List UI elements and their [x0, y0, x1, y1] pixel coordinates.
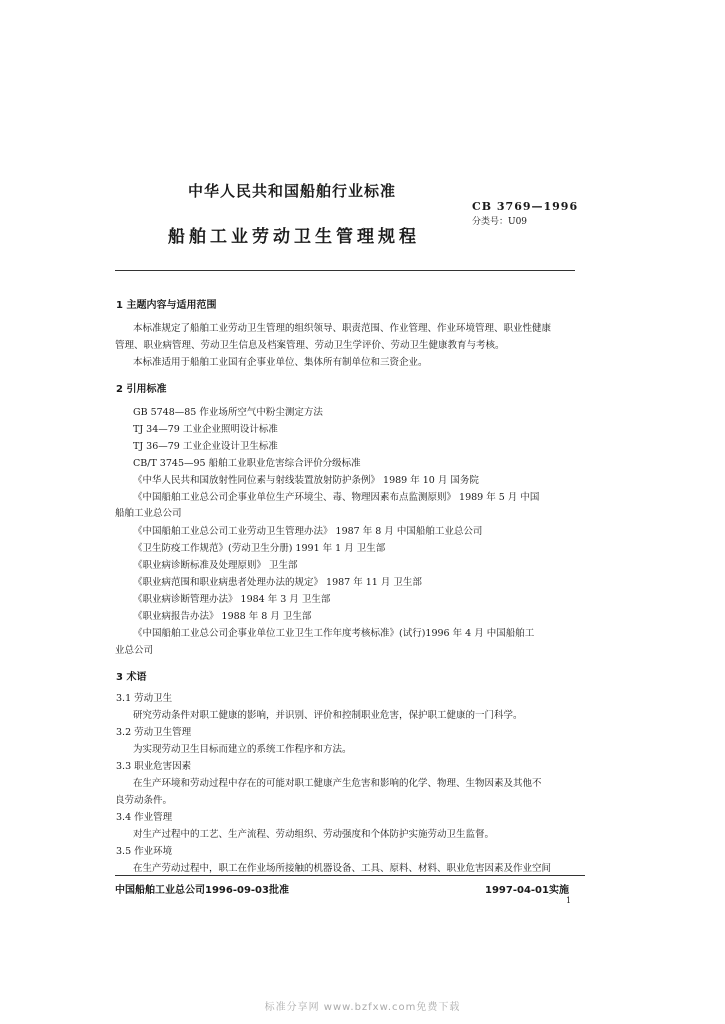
classification-number: 分类号：U09: [472, 217, 528, 227]
term-heading: 3.2 劳动卫生管理: [116, 727, 192, 738]
term-heading: 3.4 作业管理: [116, 812, 173, 823]
reference-item: 《中华人民共和国放射性同位素与射线装置放射防护条例》 1989 年 10 月 国务院: [133, 475, 479, 486]
reference-item: GB 5748—85 作业场所空气中粉尘测定方法: [133, 407, 323, 418]
term-definition: 为实现劳动卫生目标而建立的系统工作程序和方法。: [133, 744, 352, 755]
term-definition-cont: 良劳动条件。: [115, 795, 173, 806]
standard-code: CB 3769—1996: [472, 200, 579, 213]
section-2-heading: 2 引用标准: [116, 384, 167, 395]
term-heading: 3.3 职业危害因素: [116, 761, 192, 772]
reference-item: 《职业病范围和职业病患者处理办法的规定》 1987 年 11 月 卫生部: [133, 577, 422, 588]
section-3-heading: 3 术语: [116, 672, 147, 683]
section-1-heading: 1 主题内容与适用范围: [116, 300, 217, 311]
term-definition: 在生产环境和劳动过程中存在的可能对职工健康产生危害和影响的化学、物理、生物因素及其他不: [133, 778, 542, 789]
page-number: 1: [566, 896, 572, 905]
implementation-date: 1997-04-01实施: [485, 885, 569, 896]
reference-item: 《职业病诊断标准及处理原则》 卫生部: [133, 560, 298, 571]
term-definition: 在生产劳动过程中，职工在作业场所接触的机器设备、工具、原料、材料、职业危害因素及作业空间: [133, 863, 552, 874]
watermark-link[interactable]: 标准分享网 www.bzfxw.com免费下载: [264, 1002, 461, 1013]
section-1-paragraph-1: 本标准规定了船舶工业劳动卫生管理的组织领导、职责范围、作业管理、作业环境管理、职业性健康: [133, 323, 552, 334]
section-1-paragraph-2: 本标准适用于船舶工业国有企事业单位、集体所有制单位和三资企业。: [133, 357, 428, 368]
reference-item: TJ 36—79 工业企业设计卫生标准: [133, 441, 278, 452]
reference-item: 《中国船舶工业总公司企事业单位工业卫生工作年度考核标准》(试行)1996 年 4 月 中国船舶工: [133, 628, 535, 639]
term-heading: 3.5 作业环境: [116, 846, 173, 857]
reference-item: TJ 34—79 工业企业照明设计标准: [133, 424, 278, 435]
reference-item: 《中国船舶工业总公司工业劳动卫生管理办法》 1987 年 8 月 中国船舶工业总公司: [133, 526, 483, 537]
footer-divider: [115, 875, 585, 876]
reference-item-cont: 船舶工业总公司: [115, 508, 182, 519]
reference-item: 《职业病报告办法》 1988 年 8 月 卫生部: [133, 611, 312, 622]
document-title: 船舶工业劳动卫生管理规程: [168, 227, 420, 247]
reference-item: 《卫生防疫工作规范》(劳动卫生分册) 1991 年 1 月 卫生部: [133, 543, 386, 554]
term-definition: 对生产过程中的工艺、生产流程、劳动组织、劳动强度和个体防护实施劳动卫生监督。: [133, 829, 495, 840]
term-definition: 研究劳动条件对职工健康的影响，并识别、评价和控制职业危害，保护职工健康的一门科学。: [133, 710, 523, 721]
reference-item: 《职业病诊断管理办法》 1984 年 3 月 卫生部: [133, 594, 331, 605]
reference-item: 《中国船舶工业总公司企事业单位生产环境尘、毒、物理因素布点监测原则》 1989 年 5 月 中国: [133, 492, 540, 503]
issuing-organization: 中华人民共和国船舶行业标准: [188, 182, 397, 200]
section-1-paragraph-1-cont: 管理、职业病管理、劳动卫生信息及档案管理、劳动卫生学评价、劳动卫生健康教育与考核。: [115, 340, 505, 351]
reference-item: CB/T 3745—95 船舶工业职业危害综合评价分级标准: [133, 458, 361, 469]
header-divider: [115, 270, 575, 271]
reference-item-cont: 业总公司: [115, 645, 154, 656]
approval-date: 中国船舶工业总公司1996-09-03批准: [115, 885, 289, 896]
term-heading: 3.1 劳动卫生: [116, 693, 173, 704]
